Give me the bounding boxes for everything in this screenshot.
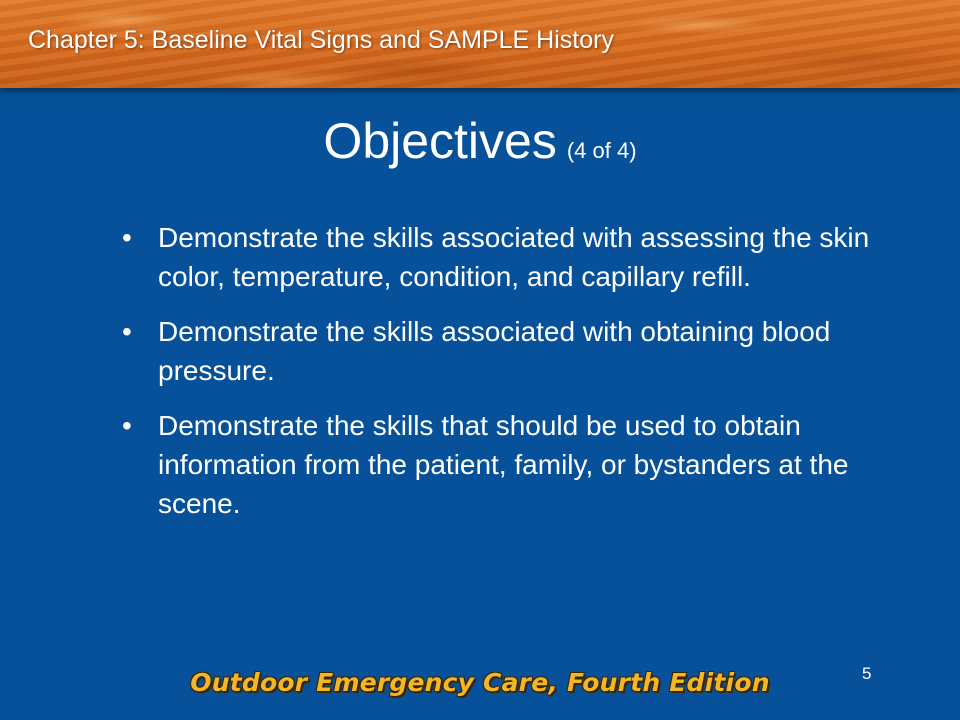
objective-text: Demonstrate the skills that should be used to obtain information from the patient, family, or bystanders at the scene. — [158, 410, 849, 519]
objectives-list — [118, 218, 898, 539]
slide-title: Objectives — [323, 113, 557, 169]
bullet-icon: • — [122, 316, 132, 347]
bullet-icon: • — [122, 222, 132, 253]
objective-item — [118, 218, 898, 296]
slide-subtitle: (4 of 4) — [566, 138, 637, 163]
objective-text: Demonstrate the skills associated with assessing the skin color, temperature, condition, and capillary refill. — [158, 222, 870, 292]
objective-item — [118, 406, 898, 523]
chapter-header-banner — [0, 0, 960, 88]
objective-item — [118, 312, 898, 390]
book-title-logo: Outdoor Emergency Care, Fourth Edition — [190, 668, 770, 697]
chapter-title: Chapter 5: Baseline Vital Signs and SAMPLE History — [28, 26, 614, 54]
slide-heading — [0, 112, 960, 170]
page-number: 5 — [862, 664, 872, 683]
bullet-icon: • — [122, 410, 132, 441]
objective-text: Demonstrate the skills associated with obtaining blood pressure. — [158, 316, 831, 386]
